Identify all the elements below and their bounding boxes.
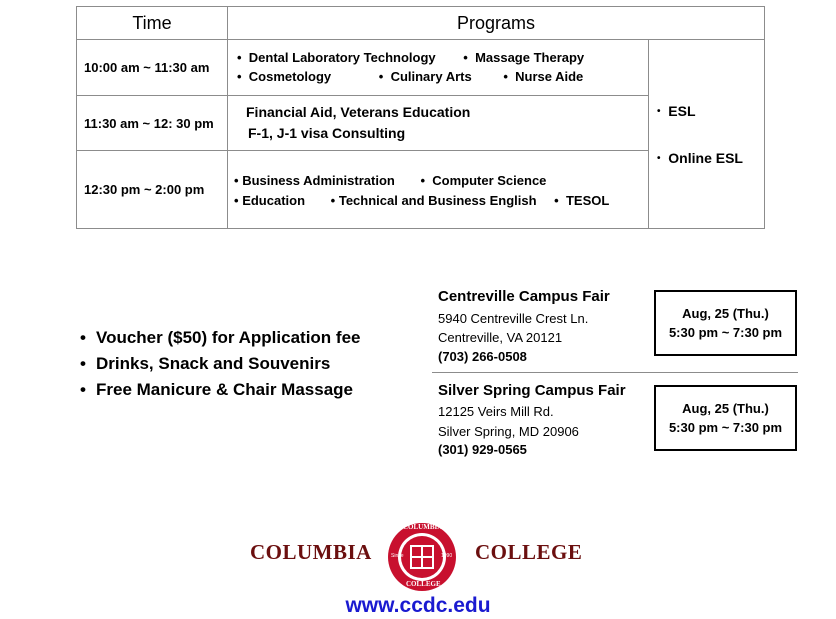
benefit-item: • Free Manicure & Chair Massage bbox=[80, 380, 353, 399]
program-item: Business Administration bbox=[242, 173, 395, 188]
bullet-icon: • bbox=[234, 193, 239, 208]
bullet-icon: • bbox=[657, 153, 661, 164]
program-item: Culinary Arts bbox=[390, 69, 472, 84]
schedule-table bbox=[76, 6, 765, 229]
bullet-icon: • bbox=[554, 193, 559, 208]
benefit-item: • Voucher ($50) for Application fee bbox=[80, 328, 361, 347]
logo-wordmark-left: COLUMBIA bbox=[250, 540, 372, 564]
fair-divider bbox=[432, 372, 798, 373]
fair-date: Aug, 25 (Thu.) bbox=[682, 401, 769, 416]
time-slot: 10:00 am ~ 11:30 am bbox=[84, 60, 210, 75]
bullet-icon: • bbox=[80, 328, 86, 347]
seal-bottom-text: COLLEGE bbox=[406, 580, 441, 588]
program-item: Financial Aid, Veterans Education bbox=[246, 104, 471, 120]
column-divider bbox=[227, 7, 228, 228]
fair-address: 5940 Centreville Crest Ln. bbox=[438, 311, 589, 326]
fair-datetime-box bbox=[654, 290, 797, 356]
fair-address: Silver Spring, MD 20906 bbox=[438, 424, 579, 439]
bullet-icon: • bbox=[378, 69, 384, 84]
benefit-item: • Drinks, Snack and Souvenirs bbox=[80, 354, 331, 373]
bullet-icon: • bbox=[80, 380, 86, 399]
program-item: Education bbox=[242, 193, 306, 208]
program-line bbox=[237, 69, 583, 84]
bullet-icon: • bbox=[463, 50, 468, 65]
website-link[interactable]: www.ccdc.edu bbox=[345, 594, 491, 617]
bullet-icon: • bbox=[657, 106, 661, 117]
program-item: Dental Laboratory Technology bbox=[248, 50, 436, 65]
time-slot: 11:30 am ~ 12: 30 pm bbox=[84, 115, 214, 131]
bullet-icon: • bbox=[237, 69, 242, 84]
program-item: TESOL bbox=[565, 193, 610, 208]
program-line bbox=[234, 173, 546, 188]
program-item: Cosmetology bbox=[248, 69, 332, 84]
program-item: Technical and Business English bbox=[338, 193, 537, 208]
bullet-icon: • bbox=[234, 173, 239, 188]
fair-address: Centreville, VA 20121 bbox=[438, 330, 563, 345]
program-item: Nurse Aide bbox=[515, 69, 584, 84]
header-time: Time bbox=[132, 12, 172, 33]
program-line bbox=[234, 193, 609, 208]
online-esl-item: • Online ESL bbox=[657, 150, 743, 166]
fair-phone: (703) 266-0508 bbox=[438, 349, 527, 364]
header-programs: Programs bbox=[456, 12, 536, 33]
fair-date: Aug, 25 (Thu.) bbox=[682, 306, 769, 321]
bullet-icon: • bbox=[503, 69, 508, 84]
fair-datetime-box bbox=[654, 385, 797, 451]
program-item: Computer Science bbox=[432, 173, 547, 188]
fair-address: 12125 Veirs Mill Rd. bbox=[438, 404, 554, 419]
fair-time: 5:30 pm ~ 7:30 pm bbox=[668, 325, 783, 340]
fair-time: 5:30 pm ~ 7:30 pm bbox=[668, 420, 783, 435]
bullet-icon: • bbox=[237, 50, 242, 65]
seal-since-text: Since bbox=[391, 553, 404, 559]
logo-wordmark-right: COLLEGE bbox=[475, 540, 583, 564]
esl-item: • ESL bbox=[657, 103, 696, 119]
program-line bbox=[237, 50, 584, 65]
bullet-icon: • bbox=[330, 193, 336, 208]
bullet-icon: • bbox=[80, 354, 86, 373]
college-logo bbox=[248, 520, 584, 596]
column-divider bbox=[648, 39, 649, 228]
seal-year-text: 1990 bbox=[441, 553, 453, 559]
program-item: F-1, J-1 visa Consulting bbox=[248, 125, 406, 141]
seal-top-text: COLUMBIA bbox=[403, 523, 443, 531]
fair-phone: (301) 929-0565 bbox=[438, 442, 527, 457]
fair-title: Silver Spring Campus Fair bbox=[438, 382, 626, 399]
fair-title: Centreville Campus Fair bbox=[438, 288, 610, 305]
program-item: Massage Therapy bbox=[475, 50, 585, 65]
bullet-icon: • bbox=[420, 173, 426, 188]
time-slot: 12:30 pm ~ 2:00 pm bbox=[84, 182, 205, 197]
